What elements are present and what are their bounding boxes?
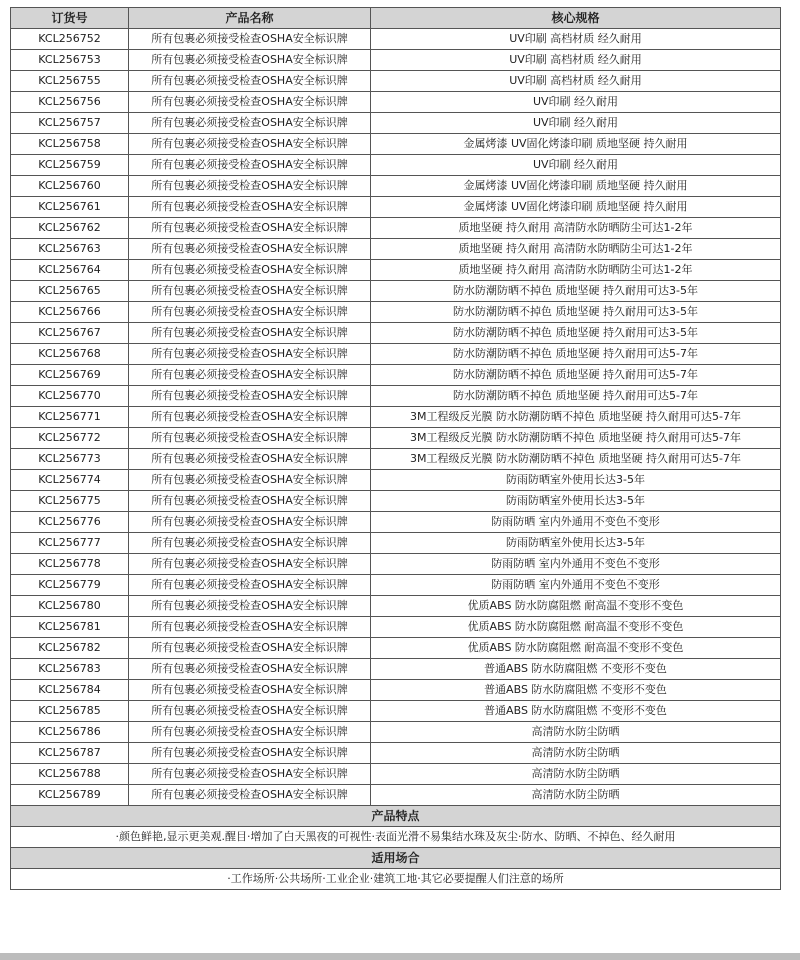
table-row [11, 365, 781, 386]
cell-core-spec: 3M工程级反光膜 防水防潮防晒不掉色 质地坚硬 持久耐用可达5-7年 [371, 449, 781, 470]
cell-core-spec: 防雨防晒 室内外通用不变色不变形 [371, 512, 781, 533]
cell-core-spec: 高清防水防尘防晒 [371, 743, 781, 764]
cell-order-number: KCL256765 [11, 281, 129, 302]
cell-order-number: KCL256752 [11, 29, 129, 50]
cell-product-name: 所有包裹必须接受检查OSHA安全标识牌 [129, 176, 371, 197]
table-row [11, 554, 781, 575]
cell-core-spec: 质地坚硬 持久耐用 高清防水防晒防尘可达1-2年 [371, 218, 781, 239]
cell-order-number: KCL256777 [11, 533, 129, 554]
cell-order-number: KCL256760 [11, 176, 129, 197]
table-row [11, 92, 781, 113]
cell-order-number: KCL256755 [11, 71, 129, 92]
cell-product-name: 所有包裹必须接受检查OSHA安全标识牌 [129, 785, 371, 806]
cell-product-name: 所有包裹必须接受检查OSHA安全标识牌 [129, 218, 371, 239]
cell-product-name: 所有包裹必须接受检查OSHA安全标识牌 [129, 71, 371, 92]
cell-product-name: 所有包裹必须接受检查OSHA安全标识牌 [129, 596, 371, 617]
scenarios-text-row [11, 869, 781, 890]
cell-core-spec: 金属烤漆 UV固化烤漆印刷 质地坚硬 持久耐用 [371, 134, 781, 155]
table-row [11, 344, 781, 365]
table-row [11, 155, 781, 176]
table-row [11, 785, 781, 806]
table-row [11, 71, 781, 92]
cell-core-spec: 防水防潮防晒不掉色 质地坚硬 持久耐用可达5-7年 [371, 344, 781, 365]
cell-core-spec: 防雨防晒室外使用长达3-5年 [371, 491, 781, 512]
header-product-name: 产品名称 [129, 8, 371, 29]
table-row [11, 743, 781, 764]
cell-core-spec: 高清防水防尘防晒 [371, 722, 781, 743]
table-row [11, 596, 781, 617]
cell-order-number: KCL256768 [11, 344, 129, 365]
features-text-row [11, 827, 781, 848]
cell-product-name: 所有包裹必须接受检查OSHA安全标识牌 [129, 512, 371, 533]
cell-product-name: 所有包裹必须接受检查OSHA安全标识牌 [129, 701, 371, 722]
cell-order-number: KCL256786 [11, 722, 129, 743]
cell-product-name: 所有包裹必须接受检查OSHA安全标识牌 [129, 638, 371, 659]
header-core-spec: 核心规格 [371, 8, 781, 29]
cell-core-spec: UV印刷 高档材质 经久耐用 [371, 71, 781, 92]
cell-core-spec: UV印刷 高档材质 经久耐用 [371, 29, 781, 50]
scenarios-title-row [11, 848, 781, 869]
cell-core-spec: 高清防水防尘防晒 [371, 764, 781, 785]
cell-order-number: KCL256781 [11, 617, 129, 638]
cell-core-spec: 优质ABS 防水防腐阻燃 耐高温不变形不变色 [371, 617, 781, 638]
features-text: ·颜色鲜艳,显示更美观.醒目·增加了白天黑夜的可视性·表面光滑不易集结水珠及灰尘·防水、防晒、不掉色、经久耐用 [11, 827, 781, 848]
spec-table [10, 7, 781, 890]
cell-product-name: 所有包裹必须接受检查OSHA安全标识牌 [129, 29, 371, 50]
cell-order-number: KCL256776 [11, 512, 129, 533]
cell-core-spec: 防水防潮防晒不掉色 质地坚硬 持久耐用可达5-7年 [371, 386, 781, 407]
table-row [11, 764, 781, 785]
cell-product-name: 所有包裹必须接受检查OSHA安全标识牌 [129, 239, 371, 260]
cell-core-spec: 普通ABS 防水防腐阻燃 不变形不变色 [371, 659, 781, 680]
cell-core-spec: 优质ABS 防水防腐阻燃 耐高温不变形不变色 [371, 596, 781, 617]
cell-core-spec: UV印刷 经久耐用 [371, 155, 781, 176]
table-row [11, 407, 781, 428]
cell-product-name: 所有包裹必须接受检查OSHA安全标识牌 [129, 449, 371, 470]
cell-product-name: 所有包裹必须接受检查OSHA安全标识牌 [129, 722, 371, 743]
cell-order-number: KCL256778 [11, 554, 129, 575]
cell-order-number: KCL256762 [11, 218, 129, 239]
cell-order-number: KCL256779 [11, 575, 129, 596]
cell-order-number: KCL256759 [11, 155, 129, 176]
table-row [11, 575, 781, 596]
cell-order-number: KCL256774 [11, 470, 129, 491]
cell-order-number: KCL256789 [11, 785, 129, 806]
cell-product-name: 所有包裹必须接受检查OSHA安全标识牌 [129, 197, 371, 218]
cell-order-number: KCL256770 [11, 386, 129, 407]
cell-product-name: 所有包裹必须接受检查OSHA安全标识牌 [129, 386, 371, 407]
cell-order-number: KCL256780 [11, 596, 129, 617]
cell-product-name: 所有包裹必须接受检查OSHA安全标识牌 [129, 680, 371, 701]
cell-order-number: KCL256756 [11, 92, 129, 113]
cell-product-name: 所有包裹必须接受检查OSHA安全标识牌 [129, 617, 371, 638]
cell-product-name: 所有包裹必须接受检查OSHA安全标识牌 [129, 50, 371, 71]
cell-product-name: 所有包裹必须接受检查OSHA安全标识牌 [129, 92, 371, 113]
cell-order-number: KCL256764 [11, 260, 129, 281]
cell-product-name: 所有包裹必须接受检查OSHA安全标识牌 [129, 575, 371, 596]
cell-product-name: 所有包裹必须接受检查OSHA安全标识牌 [129, 155, 371, 176]
cell-core-spec: 防雨防晒室外使用长达3-5年 [371, 470, 781, 491]
table-row [11, 470, 781, 491]
table-row [11, 512, 781, 533]
cell-core-spec: 质地坚硬 持久耐用 高清防水防晒防尘可达1-2年 [371, 260, 781, 281]
table-row [11, 617, 781, 638]
table-row [11, 197, 781, 218]
cell-order-number: KCL256758 [11, 134, 129, 155]
cell-product-name: 所有包裹必须接受检查OSHA安全标识牌 [129, 365, 371, 386]
cell-product-name: 所有包裹必须接受检查OSHA安全标识牌 [129, 533, 371, 554]
cell-core-spec: 优质ABS 防水防腐阻燃 耐高温不变形不变色 [371, 638, 781, 659]
cell-order-number: KCL256773 [11, 449, 129, 470]
cell-product-name: 所有包裹必须接受检查OSHA安全标识牌 [129, 113, 371, 134]
cell-order-number: KCL256784 [11, 680, 129, 701]
cell-product-name: 所有包裹必须接受检查OSHA安全标识牌 [129, 659, 371, 680]
table-body [11, 29, 781, 806]
cell-product-name: 所有包裹必须接受检查OSHA安全标识牌 [129, 554, 371, 575]
cell-order-number: KCL256782 [11, 638, 129, 659]
table-row [11, 302, 781, 323]
cell-product-name: 所有包裹必须接受检查OSHA安全标识牌 [129, 764, 371, 785]
table-row [11, 722, 781, 743]
table-row [11, 533, 781, 554]
cell-core-spec: 防水防潮防晒不掉色 质地坚硬 持久耐用可达5-7年 [371, 365, 781, 386]
table-row [11, 134, 781, 155]
features-title-row [11, 806, 781, 827]
cell-order-number: KCL256767 [11, 323, 129, 344]
cell-order-number: KCL256771 [11, 407, 129, 428]
cell-order-number: KCL256787 [11, 743, 129, 764]
cell-product-name: 所有包裹必须接受检查OSHA安全标识牌 [129, 281, 371, 302]
table-header-row [11, 8, 781, 29]
header-order-number: 订货号 [11, 8, 129, 29]
table-row [11, 386, 781, 407]
cell-product-name: 所有包裹必须接受检查OSHA安全标识牌 [129, 344, 371, 365]
features-title: 产品特点 [11, 806, 781, 827]
cell-order-number: KCL256753 [11, 50, 129, 71]
cell-core-spec: 金属烤漆 UV固化烤漆印刷 质地坚硬 持久耐用 [371, 197, 781, 218]
scenarios-text: ·工作场所·公共场所·工业企业·建筑工地·其它必要提醒人们注意的场所 [11, 869, 781, 890]
cell-order-number: KCL256788 [11, 764, 129, 785]
table-row [11, 218, 781, 239]
table-row [11, 659, 781, 680]
scenarios-title: 适用场合 [11, 848, 781, 869]
table-row [11, 239, 781, 260]
table-row [11, 428, 781, 449]
cell-core-spec: 质地坚硬 持久耐用 高清防水防晒防尘可达1-2年 [371, 239, 781, 260]
table-row [11, 176, 781, 197]
cell-order-number: KCL256775 [11, 491, 129, 512]
cell-product-name: 所有包裹必须接受检查OSHA安全标识牌 [129, 323, 371, 344]
cell-product-name: 所有包裹必须接受检查OSHA安全标识牌 [129, 491, 371, 512]
cell-core-spec: UV印刷 经久耐用 [371, 113, 781, 134]
cell-core-spec: 3M工程级反光膜 防水防潮防晒不掉色 质地坚硬 持久耐用可达5-7年 [371, 407, 781, 428]
cell-core-spec: UV印刷 经久耐用 [371, 92, 781, 113]
cell-order-number: KCL256761 [11, 197, 129, 218]
cell-order-number: KCL256785 [11, 701, 129, 722]
cell-order-number: KCL256766 [11, 302, 129, 323]
cell-product-name: 所有包裹必须接受检查OSHA安全标识牌 [129, 407, 371, 428]
cell-order-number: KCL256783 [11, 659, 129, 680]
table-row [11, 638, 781, 659]
cell-core-spec: 金属烤漆 UV固化烤漆印刷 质地坚硬 持久耐用 [371, 176, 781, 197]
table-row [11, 491, 781, 512]
cell-product-name: 所有包裹必须接受检查OSHA安全标识牌 [129, 302, 371, 323]
cell-core-spec: 防雨防晒 室内外通用不变色不变形 [371, 554, 781, 575]
cell-order-number: KCL256757 [11, 113, 129, 134]
cell-product-name: 所有包裹必须接受检查OSHA安全标识牌 [129, 260, 371, 281]
table-row [11, 260, 781, 281]
table-row [11, 50, 781, 71]
cell-core-spec: 高清防水防尘防晒 [371, 785, 781, 806]
table-row [11, 281, 781, 302]
cell-core-spec: 防水防潮防晒不掉色 质地坚硬 持久耐用可达3-5年 [371, 302, 781, 323]
cell-core-spec: 普通ABS 防水防腐阻燃 不变形不变色 [371, 701, 781, 722]
cell-core-spec: 普通ABS 防水防腐阻燃 不变形不变色 [371, 680, 781, 701]
cell-product-name: 所有包裹必须接受检查OSHA安全标识牌 [129, 470, 371, 491]
cell-core-spec: 防雨防晒室外使用长达3-5年 [371, 533, 781, 554]
cell-core-spec: UV印刷 高档材质 经久耐用 [371, 50, 781, 71]
cell-order-number: KCL256769 [11, 365, 129, 386]
table-row [11, 29, 781, 50]
cell-product-name: 所有包裹必须接受检查OSHA安全标识牌 [129, 428, 371, 449]
cell-core-spec: 防水防潮防晒不掉色 质地坚硬 持久耐用可达3-5年 [371, 281, 781, 302]
cell-product-name: 所有包裹必须接受检查OSHA安全标识牌 [129, 134, 371, 155]
bottom-divider-bar [0, 953, 800, 960]
table-row [11, 323, 781, 344]
cell-core-spec: 防水防潮防晒不掉色 质地坚硬 持久耐用可达3-5年 [371, 323, 781, 344]
table-row [11, 113, 781, 134]
cell-order-number: KCL256772 [11, 428, 129, 449]
table-row [11, 449, 781, 470]
table-row [11, 701, 781, 722]
cell-order-number: KCL256763 [11, 239, 129, 260]
table-row [11, 680, 781, 701]
cell-core-spec: 3M工程级反光膜 防水防潮防晒不掉色 质地坚硬 持久耐用可达5-7年 [371, 428, 781, 449]
cell-product-name: 所有包裹必须接受检查OSHA安全标识牌 [129, 743, 371, 764]
cell-core-spec: 防雨防晒 室内外通用不变色不变形 [371, 575, 781, 596]
